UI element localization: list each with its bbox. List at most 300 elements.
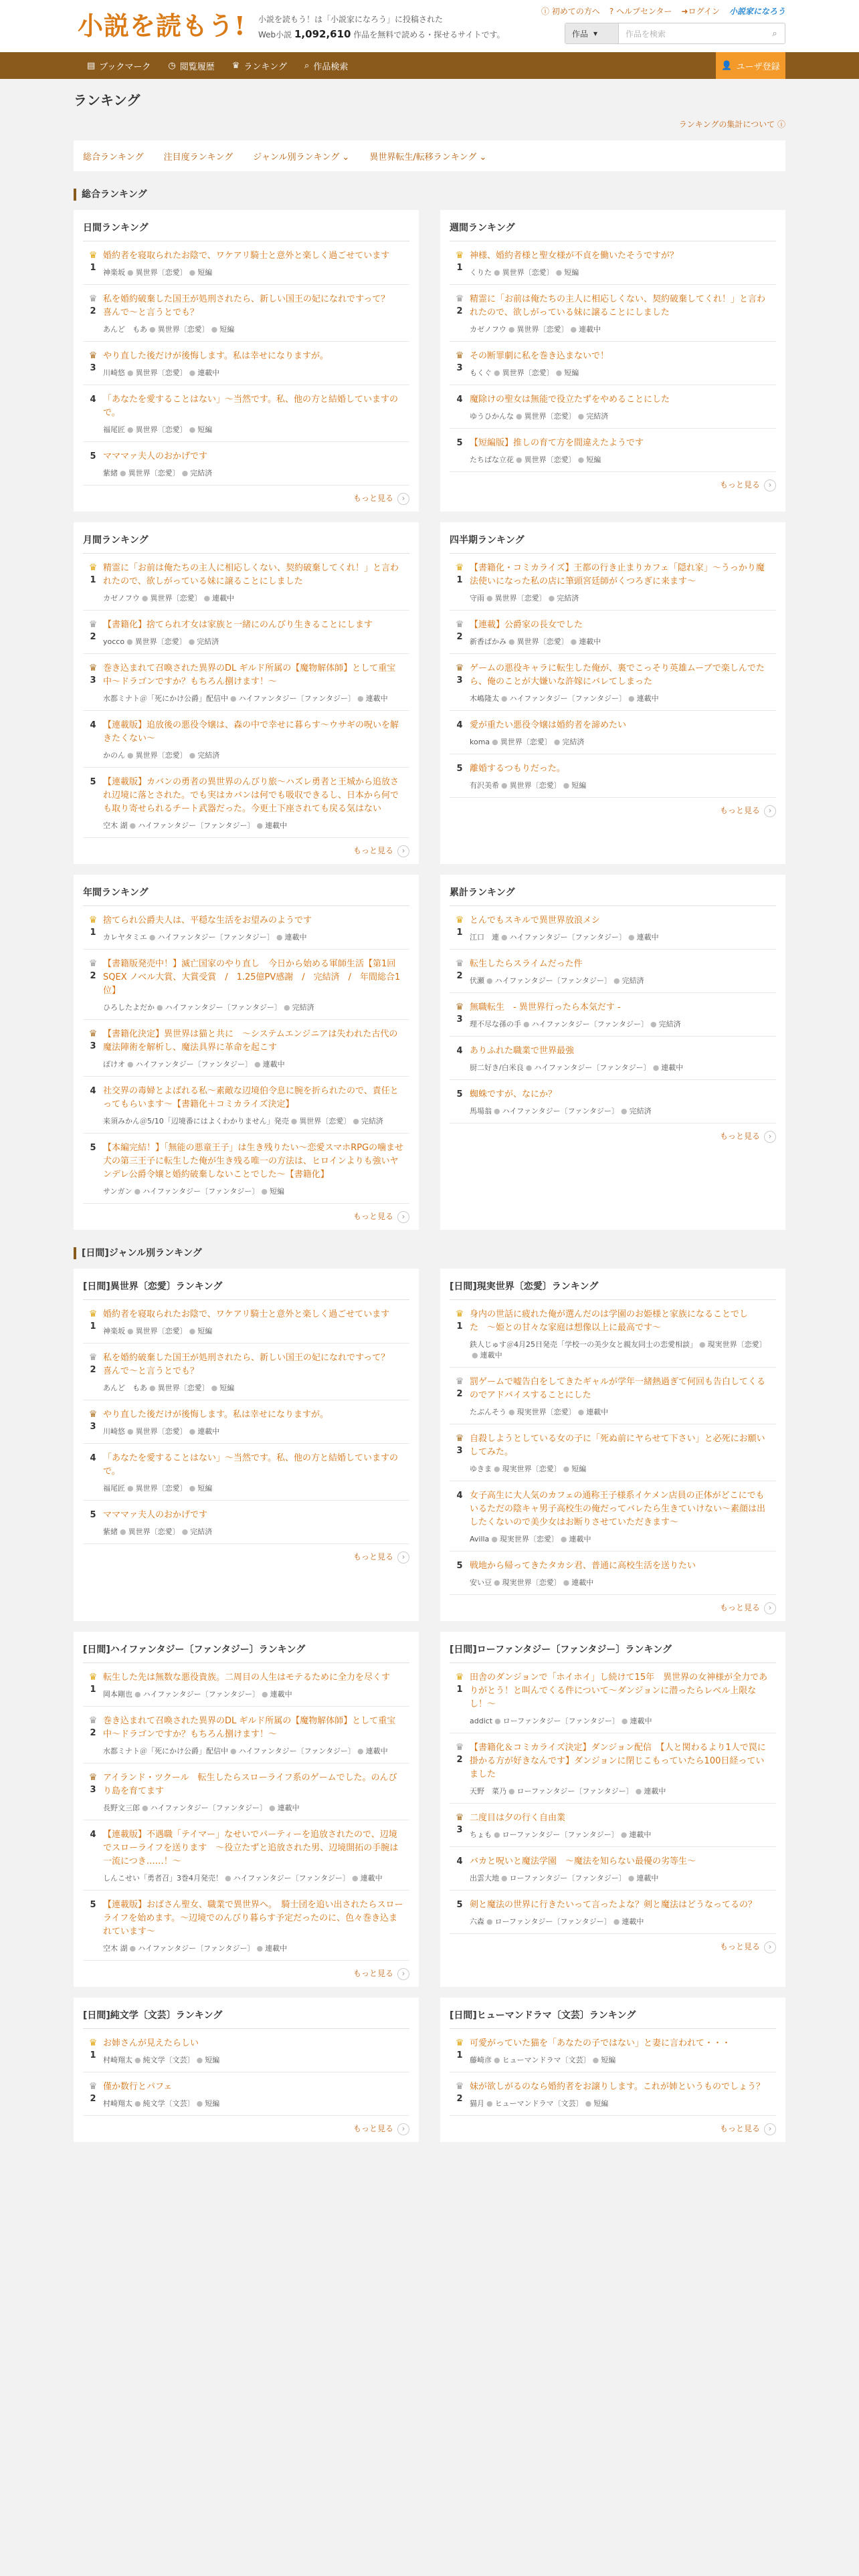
- separator-dot: ●: [650, 1020, 657, 1029]
- author-name[interactable]: 紫緒: [103, 469, 118, 477]
- rank-badge: [450, 762, 470, 790]
- site-logo[interactable]: 小説を読もう!: [78, 11, 246, 41]
- work-title-link[interactable]: アイランド・ツクール 転生したらスローライフ系のゲームでした。のんびり島を育てます: [103, 1773, 397, 1796]
- author-name[interactable]: カゼノフウ: [103, 594, 140, 603]
- author-name[interactable]: 伏瀬: [470, 976, 484, 985]
- work-title-link[interactable]: 自殺しようとしている女の子に「死ぬ前にヤらせて下さい」と必死にお願いしてみた。: [470, 1434, 765, 1457]
- work-title-link[interactable]: 【連載版】おばさん聖女、職業で異世界へ。 騎士団を追い出されたらスローライフを始めます。〜辺境でのんびり暮らす予定だったのに、色々巻き込まれています〜: [103, 1900, 403, 1937]
- author-name[interactable]: 水都ミナト＠「死にかけ公爵」配信中: [103, 694, 228, 703]
- separator-dot: ●: [134, 1187, 141, 1196]
- work-title-link[interactable]: 転生したらスライムだった件: [470, 959, 583, 969]
- author-name[interactable]: 長野文三郎: [103, 1804, 140, 1812]
- author-name[interactable]: 神楽坂: [103, 268, 125, 277]
- item-body: [103, 1452, 409, 1493]
- tab-genre[interactable]: [253, 150, 349, 163]
- work-title-link[interactable]: バカと呪いと魔法学園 〜魔法を知らない最優の劣等生〜: [470, 1856, 696, 1866]
- author-name[interactable]: 新香ぱかみ: [470, 637, 506, 646]
- more-link[interactable]: もっと見る ›: [450, 798, 776, 817]
- item-body: [103, 2037, 409, 2065]
- rank-badge: [450, 1308, 470, 1360]
- more-link[interactable]: もっと見る ›: [450, 1123, 776, 1143]
- item-body: [103, 350, 409, 378]
- status-label: 連載中: [365, 1747, 388, 1755]
- item-body: [103, 776, 409, 831]
- ranking-list: [83, 241, 409, 486]
- work-title-link[interactable]: 巻き込まれて召喚された異界のDL ギルド所属の【魔物解体師】として重宝中〜ドラゴンですか？もちろん捌けます！〜: [103, 663, 396, 687]
- ranking-card: [74, 1632, 419, 1987]
- work-title-link[interactable]: 【連載版】カバンの勇者の異世界のんびり旅〜ハズレ勇者と王城から追放され辺境に落とされた。でも実はカバンは何でも吸収できるし、日本から何でも取り寄せられるチート武器だった。今更土下座されても戻る気はない: [103, 777, 399, 814]
- genre-label: ハイファンタジー〔ファンタジー〕: [138, 1944, 255, 1953]
- author-name[interactable]: koma: [470, 738, 490, 746]
- author-name[interactable]: あんど もあ: [103, 325, 147, 334]
- work-title-link[interactable]: 【書籍化・コミカライズ】王都の行き止まりカフェ「隠れ家」〜うっかり魔法使いになった私の店に筆頭宮廷師がくつろぎに来ます〜: [470, 563, 765, 586]
- ranking-card: [74, 1269, 419, 1621]
- work-title-link[interactable]: 妹が欲しがるのなら婚約者をお譲りします。これが姉というものでしょう？: [470, 2082, 765, 2092]
- ranking-item: [83, 2072, 409, 2116]
- work-title-link[interactable]: 田舎のダンジョンで「ホイホイ」し続けて15年 異世界の女神様が全力でありがとう！と叫んでくる件について～ダンジョンに潜ったらレベル上限なし！～: [470, 1673, 768, 1709]
- rank-number: 5: [90, 1143, 96, 1153]
- author-name[interactable]: ひろしたよだか: [103, 1003, 155, 1012]
- help-center-link[interactable]: [609, 5, 672, 17]
- question-icon: ?: [609, 7, 614, 16]
- author-name[interactable]: 川崎悠: [103, 368, 125, 377]
- rank-number: 3: [456, 363, 463, 373]
- author-name[interactable]: 猫月: [470, 2099, 484, 2108]
- separator-dot: ●: [577, 412, 585, 421]
- item-body: [103, 1772, 409, 1813]
- status-label: 連載中: [661, 1063, 684, 1072]
- item-meta: [470, 1715, 771, 1726]
- author-name[interactable]: 岡本剛也: [103, 1690, 132, 1699]
- item-body: [103, 562, 409, 603]
- separator-dot: ●: [196, 2099, 203, 2108]
- nav-ranking[interactable]: [232, 60, 287, 72]
- rank-number: 1: [90, 1685, 96, 1695]
- work-title-link[interactable]: 罰ゲームで嘘告白をしてきたギャルが学年一緒熱過ぎて何回も告白してくるのでアドバイスすることにした: [470, 1377, 766, 1400]
- work-title-link[interactable]: マママァ夫人のおかげです: [103, 1510, 208, 1520]
- ranking-item: [450, 241, 776, 285]
- ranking-list: [450, 554, 776, 798]
- author-name[interactable]: くりた: [470, 268, 492, 277]
- rank-badge: [83, 2037, 103, 2065]
- work-title-link[interactable]: 社交界の毒婦とよばれる私〜素敵な辺境伯令息に腕を折られたので、責任とってもらいます〜【書籍化＋コミカライズ決定】: [103, 1086, 399, 1109]
- ranking-item: [83, 654, 409, 711]
- help-center-label: ヘルプセンター: [616, 7, 672, 16]
- separator-dot: ●: [189, 425, 196, 434]
- item-meta: [103, 1872, 404, 1883]
- ranking-list: [450, 241, 776, 472]
- top-links: [541, 5, 785, 17]
- work-title-link[interactable]: 【書籍版発売中！】滅亡国家のやり直し 今日から始める軍師生活【第1回SQEX ノベル大賞、大賞受賞 / 1.25億PV感謝 / 完結済 / 年間総合1位】: [103, 959, 401, 996]
- work-title-link[interactable]: 婚約者を寝取られたお陰で、ワケアリ騎士と意外と楽しく過ごせています: [103, 251, 390, 261]
- crown-icon: ♛: [88, 562, 98, 573]
- genre-label: ハイファンタジー〔ファンタジー〕: [238, 1747, 355, 1755]
- separator-dot: ●: [120, 469, 126, 477]
- ranking-item: [83, 1400, 409, 1444]
- rank-number: 5: [456, 1089, 463, 1099]
- item-meta: [103, 932, 404, 942]
- work-title-link[interactable]: マママァ夫人のおかげです: [103, 451, 208, 461]
- main-content: [74, 79, 785, 2142]
- crown-icon: ♛: [88, 1715, 98, 1726]
- work-title-link[interactable]: ゲームの悪役キャラに転生した俺が、裏でこっそり英雄ムーブで楽しんでたら、俺のことが大嫌いな許嫁にバレてしまった: [470, 663, 765, 687]
- nav-search[interactable]: [304, 60, 348, 72]
- author-name[interactable]: ちょも: [470, 1830, 492, 1839]
- item-body: [470, 249, 776, 278]
- nav-bookmark[interactable]: [87, 60, 151, 72]
- crown-icon: ♛: [88, 1352, 98, 1363]
- separator-dot: ●: [486, 1917, 493, 1926]
- crown-icon: ♛: [455, 250, 464, 261]
- status-label: 完結済: [629, 1107, 652, 1115]
- separator-dot: ●: [486, 976, 493, 985]
- work-title-link[interactable]: 離婚するつもりだった。: [470, 764, 565, 774]
- genre-label: 異世界〔恋愛〕: [135, 751, 187, 760]
- desc-line2: [258, 27, 505, 42]
- work-title-link[interactable]: 愛が重たい悪役令嬢は婚約者を諦めたい: [470, 720, 627, 730]
- more-link[interactable]: もっと見る ›: [83, 838, 409, 857]
- author-name[interactable]: 出雲大地: [470, 1874, 499, 1883]
- tab-isekai[interactable]: [369, 150, 486, 163]
- rank-badge: [450, 619, 470, 647]
- author-name[interactable]: 鉄人じゅす＠4月25日発売「学校一の美少女と親友同士の恋愛相談」: [470, 1340, 697, 1349]
- separator-dot: ●: [494, 2056, 500, 2064]
- author-name[interactable]: 村崎翔太: [103, 2099, 132, 2108]
- status-label: 短編: [601, 2056, 616, 2064]
- item-body: [470, 1855, 776, 1883]
- work-title-link[interactable]: 捨てられ公爵夫人は、平穏な生活をお望みのようです: [103, 916, 312, 926]
- separator-dot: ●: [189, 368, 196, 377]
- author-name[interactable]: ぽけオ: [103, 1060, 125, 1069]
- author-name[interactable]: 福尾匠: [103, 425, 125, 434]
- author-name[interactable]: 天野 菜乃: [470, 1787, 506, 1796]
- author-name[interactable]: 安い豆: [470, 1578, 492, 1587]
- genre-label: ハイファンタジー〔ファンタジー〕: [150, 1804, 267, 1812]
- author-name[interactable]: 有沢美希: [470, 781, 499, 790]
- work-title-link[interactable]: 私を婚約破棄した国王が処刑されたら、新しい国王の妃になれですって？ 喜んで〜と言うとでも？: [103, 294, 399, 318]
- crown-icon: ♛: [88, 2038, 98, 2048]
- rank-badge: [450, 1812, 470, 1840]
- rank-badge: [83, 293, 103, 334]
- ranking-item: [450, 429, 776, 472]
- status-label: 完結済: [562, 738, 585, 746]
- item-body: [470, 1489, 776, 1544]
- item-meta: [470, 593, 771, 603]
- work-title-link[interactable]: 【書籍化決定】異世界は猫と共に 〜システムエンジニアは失われた古代の魔法陣術を解析し、魔法具界に革命を起こす: [103, 1029, 398, 1053]
- author-name[interactable]: 来須みかん＠5/10「辺境番にはよくわかりません」発売: [103, 1117, 289, 1125]
- ranking-list: [83, 1300, 409, 1544]
- rank-badge: [83, 1085, 103, 1126]
- work-title-link[interactable]: 魔除けの聖女は無能で役立たずをやめることにした: [470, 395, 670, 405]
- about-ranking-label: ランキングの集計について: [678, 120, 775, 129]
- work-title-link[interactable]: 【本編完結！】「無能の悪童王子」は生き残りたい〜恋愛スマホRPGの噛ませ犬の第三王子に転生した俺が生き残る唯一の方法は、ヒロインよりも強いヤンデレ公爵令嬢と婚約破棄しないことでした〜【書籍化】: [103, 1143, 404, 1180]
- author-name[interactable]: たぶんそう: [470, 1408, 506, 1416]
- rank-badge: [450, 1741, 470, 1796]
- status-label: 短編: [219, 1384, 235, 1392]
- genre-label: 現実世界〔恋愛〕: [499, 1535, 559, 1543]
- status-label: 短編: [219, 325, 235, 334]
- rank-badge: [83, 1828, 103, 1883]
- author-name[interactable]: かのん: [103, 751, 125, 760]
- work-title-link[interactable]: 【連載】公爵家の長女でした: [470, 620, 583, 630]
- rank-badge: [450, 719, 470, 747]
- separator-dot: ●: [127, 268, 134, 277]
- item-body: [103, 249, 409, 278]
- work-title-link[interactable]: 剣と魔法の世界に行きたいって言ったよな？剣と魔法はどうなってるの？: [470, 1900, 757, 1910]
- crown-icon: ♛: [455, 350, 464, 361]
- status-label: 短編: [197, 1484, 213, 1493]
- separator-dot: ●: [126, 637, 133, 646]
- ranking-card: [440, 1269, 785, 1621]
- rank-badge: [450, 1560, 470, 1588]
- author-name[interactable]: 六森: [470, 1917, 484, 1926]
- work-title-link[interactable]: 【連載版】不遇職「テイマー」なせいでパーティーを追放されたので、辺境でスローライフを送ります 〜役立たずと追放された男、辺境開拓の手腕は一流につき……！〜: [103, 1830, 399, 1866]
- author-name[interactable]: 神楽坂: [103, 1327, 125, 1335]
- item-body: [103, 2080, 409, 2109]
- work-title-link[interactable]: 精霊に「お前は俺たちの主人に相応しくない、契約破棄してくれ！」と言われたので、欲しがっている妹に譲ることにしました: [103, 563, 399, 586]
- work-title-link[interactable]: 僅か数行とパフェ: [103, 2082, 173, 2092]
- item-body: [470, 958, 776, 986]
- author-name[interactable]: あんど もあ: [103, 1384, 147, 1392]
- work-title-link[interactable]: 転生した先は無数な悪役貴族。二周目の人生はモテるために全力を尽くす: [103, 1673, 391, 1683]
- author-name[interactable]: 守雨: [470, 594, 484, 603]
- login-link[interactable]: [682, 5, 720, 17]
- author-name[interactable]: 空木 湖: [103, 821, 128, 830]
- author-name[interactable]: 藤崎彦: [470, 2056, 492, 2064]
- work-title-link[interactable]: 身内の世話に疲れた俺が選んだのは学園のお姫様と家族になることでした 〜姫との甘々な家庭は想像以上に最高です〜: [470, 1309, 749, 1333]
- work-title-link[interactable]: 神様、婚約者様と聖女様が不貞を働いたそうですが？: [470, 251, 679, 261]
- separator-dot: ●: [620, 1830, 628, 1839]
- card-title: [日間]現実世界〔恋愛〕ランキング: [450, 1279, 776, 1300]
- register-button[interactable]: [716, 52, 785, 79]
- work-title-link[interactable]: 精霊に「お前は俺たちの主人に相応しくない、契約破棄してくれ！」と言われたので、欲しがっている妹に譲ることにしました: [470, 294, 766, 318]
- author-name[interactable]: カゼノフウ: [470, 325, 506, 334]
- ranking-item: [450, 754, 776, 798]
- work-title-link[interactable]: その断罪劇に私を巻き込まないで！: [470, 351, 609, 361]
- crown-icon: ♛: [88, 294, 98, 304]
- work-title-link[interactable]: 女子高生に大人気のカフェの通称王子様系イケメン店員の正体がどこにでもいるただの陰キャ男子高校生の俺だってバレたら生きていけない〜素顔は出したくないので美少女はお断りさせていただきます〜: [470, 1491, 766, 1527]
- separator-dot: ●: [628, 1874, 635, 1883]
- rank-badge: [450, 1899, 470, 1927]
- separator-dot: ●: [149, 325, 156, 334]
- author-name[interactable]: しんこせい「勇者召」3巻4月発売！: [103, 1874, 223, 1883]
- search-input[interactable]: 作品を検索: [626, 29, 666, 39]
- work-title-link[interactable]: やり直した後だけが後悔します。私は幸せになりますが。: [103, 351, 328, 361]
- more-link[interactable]: もっと見る ›: [83, 1544, 409, 1564]
- item-meta: [470, 693, 771, 704]
- crown-icon: ♛: [88, 915, 98, 926]
- work-title-link[interactable]: 【短編版】推しの育て方を間違えたようです: [470, 438, 644, 448]
- status-label: 連載中: [365, 694, 388, 703]
- item-meta: [103, 693, 404, 704]
- ranking-item: [450, 1481, 776, 1551]
- item-meta: [470, 1872, 771, 1883]
- item-body: [470, 619, 776, 647]
- work-title-link[interactable]: 婚約者を寝取られたお陰で、ワケアリ騎士と意外と楽しく過ごせています: [103, 1309, 390, 1319]
- author-name[interactable]: サンガン: [103, 1187, 132, 1196]
- ranking-item: [83, 1134, 409, 1204]
- separator-dot: ●: [494, 368, 500, 377]
- author-name[interactable]: Avilla: [470, 1535, 490, 1543]
- item-meta: [103, 2098, 404, 2109]
- rank-number: 5: [456, 764, 463, 774]
- item-body: [470, 662, 776, 704]
- separator-dot: ●: [149, 933, 156, 942]
- rank-number: 2: [90, 1365, 96, 1375]
- ranking-item: [450, 1663, 776, 1733]
- ranking-item: [450, 950, 776, 993]
- status-label: 連載中: [265, 1944, 288, 1953]
- rank-badge: [450, 2037, 470, 2065]
- more-link[interactable]: もっと見る ›: [83, 2116, 409, 2135]
- rank-number: 3: [456, 1014, 463, 1025]
- user-icon: 👤: [721, 60, 733, 71]
- work-title-link[interactable]: 無職転生 - 異世界行ったら本気だす -: [470, 1002, 621, 1012]
- author-name[interactable]: 川崎悠: [103, 1427, 125, 1436]
- more-link[interactable]: もっと見る ›: [83, 1961, 409, 1980]
- first-time-link[interactable]: [541, 5, 600, 17]
- author-name[interactable]: 空木 湖: [103, 1944, 128, 1953]
- genre-label: 異世界〔恋愛〕: [135, 1327, 187, 1335]
- work-title-link[interactable]: 【書籍化】捨てられ才女は家族と一緒にのんびり生きることにします: [103, 620, 373, 630]
- about-ranking-link[interactable]: [74, 118, 785, 130]
- rank-badge: [83, 2080, 103, 2109]
- work-title-link[interactable]: ありふれた職業で世界最強: [470, 1046, 575, 1056]
- item-body: [470, 1376, 776, 1417]
- author-name[interactable]: 馬場翁: [470, 1107, 492, 1115]
- separator-dot: ●: [508, 1408, 515, 1416]
- author-name[interactable]: yocco: [103, 637, 125, 646]
- status-label: 連載中: [586, 1408, 609, 1416]
- genre-label: 現実世界〔恋愛〕: [516, 1408, 576, 1416]
- author-name[interactable]: addict: [470, 1717, 493, 1725]
- work-title-link[interactable]: 戦地から帰ってきたタカシ君、普通に高校生活を送りたい: [470, 1561, 696, 1571]
- author-name[interactable]: 福尾匠: [103, 1484, 125, 1493]
- genre-label: 異世界〔恋愛〕: [135, 425, 187, 434]
- separator-dot: ●: [548, 594, 555, 603]
- work-title-link[interactable]: 私を婚約破棄した国王が処刑されたら、新しい国王の妃になれですって？ 喜んで〜と言うとでも？: [103, 1353, 399, 1376]
- item-meta: [470, 454, 771, 465]
- ranking-item: [450, 1424, 776, 1481]
- separator-dot: ●: [189, 751, 196, 760]
- ranking-card: [74, 210, 419, 512]
- rank-number: 4: [90, 395, 96, 405]
- ranking-item: [83, 342, 409, 385]
- rank-number: 2: [456, 2094, 463, 2104]
- author-name[interactable]: 木嶋隆太: [470, 694, 499, 703]
- rank-number: 4: [456, 1491, 463, 1501]
- author-name[interactable]: 水都ミナト＠「死にかけ公爵」配信中: [103, 1747, 228, 1755]
- ranking-item: [83, 1891, 409, 1961]
- card-title: 年間ランキング: [83, 885, 409, 906]
- bookmark-icon: ▤: [87, 60, 96, 71]
- item-meta: [103, 1689, 404, 1699]
- tab-attention[interactable]: 注目度ランキング: [163, 152, 233, 163]
- author-name[interactable]: 江口 連: [470, 933, 499, 942]
- work-title-link[interactable]: 【書籍化＆コミカライズ決定】ダンジョン配信 【人と関わるより1人で罠に掛かる方が好きなんです】ダンジョンに閉じこもっていたら100日経っていました: [470, 1743, 766, 1780]
- separator-dot: ●: [613, 976, 620, 985]
- ranking-item: [450, 1733, 776, 1804]
- genre-label: 異世界〔恋愛〕: [299, 1117, 351, 1125]
- separator-dot: ●: [525, 1063, 533, 1072]
- work-title-link[interactable]: 巻き込まれて召喚された異界のDL ギルド所属の【魔物解体師】として重宝中〜ドラゴンですか？もちろん捌けます！〜: [103, 1716, 396, 1739]
- card-title: 累計ランキング: [450, 885, 776, 906]
- genre-label: 異世界〔恋愛〕: [150, 594, 202, 603]
- separator-dot: ●: [628, 933, 635, 942]
- genre-label: ハイファンタジー〔ファンタジー〕: [509, 694, 626, 703]
- rank-number: 1: [456, 928, 463, 938]
- author-name[interactable]: 村崎翔太: [103, 2056, 132, 2064]
- work-title-link[interactable]: 蜘蛛ですが、なにか？: [470, 1089, 557, 1099]
- syosetu-logo-link[interactable]: 小説家になろう: [729, 7, 785, 16]
- more-link[interactable]: もっと見る ›: [450, 2116, 776, 2135]
- crown-icon: ♛: [88, 250, 98, 261]
- ranking-item: [83, 1663, 409, 1707]
- work-title-link[interactable]: 「あなたを愛することはない」〜当然です。私、他の方と結婚していますので。: [103, 395, 398, 418]
- nav-history[interactable]: [168, 60, 214, 72]
- item-body: [103, 619, 409, 647]
- separator-dot: ●: [129, 821, 136, 830]
- separator-dot: ●: [563, 781, 570, 790]
- more-link[interactable]: もっと見る ›: [450, 472, 776, 492]
- rank-number: 3: [90, 1041, 96, 1051]
- genre-label: 異世界〔恋愛〕: [524, 455, 576, 464]
- ranking-list: [83, 1663, 409, 1961]
- author-name[interactable]: もくぐ: [470, 368, 492, 377]
- work-title-link[interactable]: 可愛がっていた猫を「あなたの子ではない」と妻に言われて・・・: [470, 2038, 731, 2048]
- search-icon[interactable]: ⌕: [772, 28, 777, 39]
- crown-icon: ♛: [88, 1309, 98, 1319]
- item-meta: [470, 1105, 771, 1116]
- author-name[interactable]: 厨二好き/白米良: [470, 1063, 524, 1072]
- ranking-item: [83, 285, 409, 342]
- author-name[interactable]: たちばな立花: [470, 455, 514, 464]
- ranking-item: [83, 385, 409, 442]
- rank-number: 4: [456, 1856, 463, 1866]
- search-type-select[interactable]: [565, 23, 619, 43]
- author-name[interactable]: カレヤタミエ: [103, 933, 147, 942]
- separator-dot: ●: [516, 412, 522, 421]
- author-name[interactable]: 理不尽な孫の手: [470, 1020, 521, 1029]
- work-title-link[interactable]: やり直した後だけが後悔します。私は幸せになりますが。: [103, 1410, 328, 1420]
- status-label: 連載中: [636, 694, 659, 703]
- separator-dot: ●: [592, 2056, 599, 2064]
- author-name[interactable]: 紫緒: [103, 1527, 118, 1536]
- work-title-link[interactable]: 「あなたを愛することはない」〜当然です。私、他の方と結婚していますので。: [103, 1453, 398, 1477]
- author-name[interactable]: ゆきま: [470, 1465, 492, 1473]
- status-label: 連載中: [622, 1917, 644, 1926]
- rank-badge: [450, 1376, 470, 1417]
- rank-number: 3: [456, 1825, 463, 1835]
- more-link[interactable]: もっと見る ›: [450, 1595, 776, 1614]
- work-title-link[interactable]: お姉さんが見えたらしい: [103, 2038, 199, 2048]
- separator-dot: ●: [230, 1747, 237, 1755]
- separator-dot: ●: [613, 1917, 620, 1926]
- rank-number: 2: [456, 306, 463, 316]
- crown-icon: ♛: [455, 562, 464, 573]
- tab-overall[interactable]: 総合ランキング: [83, 152, 144, 163]
- rank-badge: [450, 437, 470, 465]
- item-body: [470, 1899, 776, 1927]
- author-name[interactable]: ゆうひかんな: [470, 412, 514, 421]
- work-title-link[interactable]: 【連載版】追放後の悪役令嬢は、森の中で幸せに暮らす〜ウサギの呪いを解きたくない〜: [103, 720, 399, 744]
- more-link[interactable]: もっと見る ›: [450, 1934, 776, 1953]
- work-title-link[interactable]: とんでもスキルで異世界放浪メシ: [470, 916, 600, 926]
- separator-dot: ●: [127, 368, 134, 377]
- more-link[interactable]: もっと見る ›: [83, 486, 409, 505]
- more-link[interactable]: もっと見る ›: [83, 1204, 409, 1223]
- work-title-link[interactable]: 二度目は夕の行く自由業: [470, 1813, 566, 1823]
